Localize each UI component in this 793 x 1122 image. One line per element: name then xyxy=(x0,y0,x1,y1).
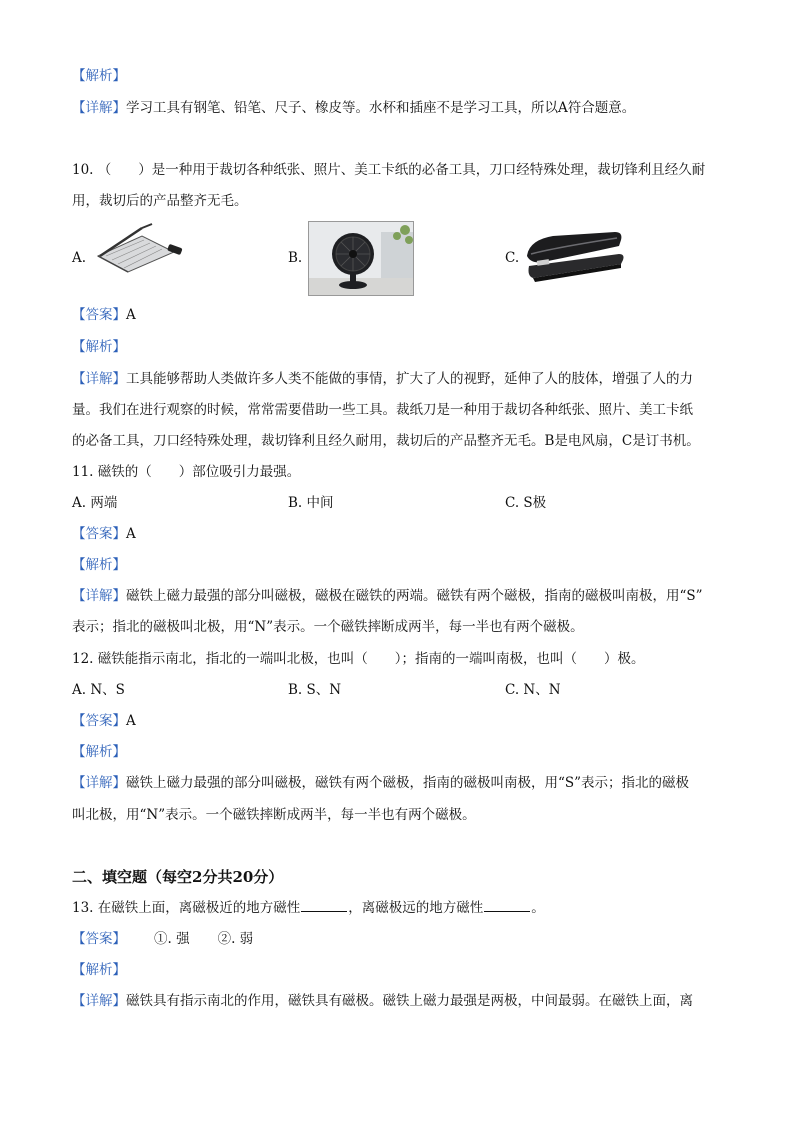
q13-detail-line1 xyxy=(72,991,693,1011)
answer-tag: 【答案】 xyxy=(72,526,126,542)
q11-option-a: A. 两端 xyxy=(72,495,118,511)
answer-tag: 【答案】 xyxy=(72,713,126,729)
q13-answer xyxy=(72,929,253,949)
analysis-tag: 【解析】 xyxy=(72,744,126,760)
detail-text: 学习工具有钢笔、铅笔、尺子、橡皮等。水杯和插座不是学习工具，所以A符合题意。 xyxy=(126,100,636,116)
detail-tag: 【详解】 xyxy=(72,993,126,1009)
q12-option-a: A. N、S xyxy=(72,682,125,698)
answer-blank-1 xyxy=(301,898,347,912)
detail-text: 磁铁上磁力最强的部分叫磁极，磁铁有两个磁极，指南的磁极叫南极，用“S”表示；指北的磁极 xyxy=(126,775,690,791)
q13-stem-part2: ，离磁极远的地方磁性 xyxy=(348,900,484,916)
paper-cutter-image xyxy=(92,222,188,274)
q12-option-b: B. S、N xyxy=(288,682,342,698)
paper-cutter-icon xyxy=(92,222,188,274)
answer-value: A xyxy=(126,526,136,542)
answer-value: A xyxy=(126,307,136,323)
answer-value: A xyxy=(126,713,136,729)
q11-detail-line2: 表示；指北的磁极叫北极，用“N”表示。一个磁铁摔断成两半，每一半也有两个磁极。 xyxy=(72,619,584,635)
q13-stem-part1: 13. 在磁铁上面，离磁极近的地方磁性 xyxy=(72,900,301,916)
electric-fan-icon xyxy=(309,222,413,295)
q10-stem-line1: 10. （ ）是一种用于裁切各种纸张、照片、美工卡纸的必备工具，刀口经特殊处理，裁切锋利且经久耐 xyxy=(72,162,706,178)
q10-detail-line1 xyxy=(72,369,693,389)
q11-option-b: B. 中间 xyxy=(288,495,334,511)
detail-tag: 【详解】 xyxy=(72,371,126,387)
q12-answer xyxy=(72,711,136,731)
q10-detail-line2: 量。我们在进行观察的时候，常常需要借助一些工具。裁纸刀是一种用于裁切各种纸张、照片、美工卡纸 xyxy=(72,402,693,418)
detail-paragraph xyxy=(72,98,635,118)
detail-tag: 【详解】 xyxy=(72,588,126,604)
analysis-tag: 【解析】 xyxy=(72,557,126,573)
q10-option-b-label: B. xyxy=(288,250,303,266)
q10-stem-line2: 用，裁切后的产品整齐无毛。 xyxy=(72,193,248,209)
q12-detail-line2: 叫北极，用“N”表示。一个磁铁摔断成两半，每一半也有两个磁极。 xyxy=(72,807,476,823)
answer-value-1: ①. 强 xyxy=(154,931,190,947)
q11-option-c: C. S极 xyxy=(505,495,547,511)
q12-option-c: C. N、N xyxy=(505,682,561,698)
q11-answer xyxy=(72,524,136,544)
detail-text: 磁铁上磁力最强的部分叫磁极，磁极在磁铁的两端。磁铁有两个磁极，指南的磁极叫南极，用“S” xyxy=(126,588,703,604)
detail-text: 磁铁具有指示南北的作用，磁铁具有磁极。磁铁上磁力最强是两极，中间最弱。在磁铁上面，离 xyxy=(126,993,693,1009)
stapler-icon xyxy=(523,226,627,288)
detail-tag: 【详解】 xyxy=(72,100,126,116)
answer-tag: 【答案】 xyxy=(72,307,126,323)
section-title: 二、填空题（每空2分共20分） xyxy=(72,868,284,886)
detail-tag: 【详解】 xyxy=(72,775,126,791)
electric-fan-image xyxy=(308,221,414,296)
analysis-tag: 【解析】 xyxy=(72,68,126,84)
q12-stem: 12. 磁铁能指示南北，指北的一端叫北极，也叫（ ）；指南的一端叫南极，也叫（ ）极。 xyxy=(72,651,645,667)
q10-answer xyxy=(72,305,136,325)
q13-stem xyxy=(72,898,545,918)
analysis-tag: 【解析】 xyxy=(72,339,126,355)
q12-detail-line1 xyxy=(72,773,689,793)
q10-option-c-label: C. xyxy=(505,250,520,266)
answer-value-2: ②. 弱 xyxy=(217,931,254,947)
q13-stem-part3: 。 xyxy=(531,900,545,916)
stapler-image xyxy=(523,226,627,288)
q10-option-a-label: A. xyxy=(72,250,87,266)
answer-blank-2 xyxy=(484,898,530,912)
answer-tag: 【答案】 xyxy=(72,931,126,947)
q11-detail-line1 xyxy=(72,586,703,606)
q10-detail-line3: 的必备工具，刀口经特殊处理，裁切锋利且经久耐用，裁切后的产品整齐无毛。B是电风扇，C是订书机。 xyxy=(72,433,700,449)
analysis-tag: 【解析】 xyxy=(72,962,126,978)
q11-stem: 11. 磁铁的（ ）部位吸引力最强。 xyxy=(72,464,301,480)
detail-text: 工具能够帮助人类做许多人类不能做的事情，扩大了人的视野，延伸了人的肢体，增强了人的力 xyxy=(126,371,693,387)
